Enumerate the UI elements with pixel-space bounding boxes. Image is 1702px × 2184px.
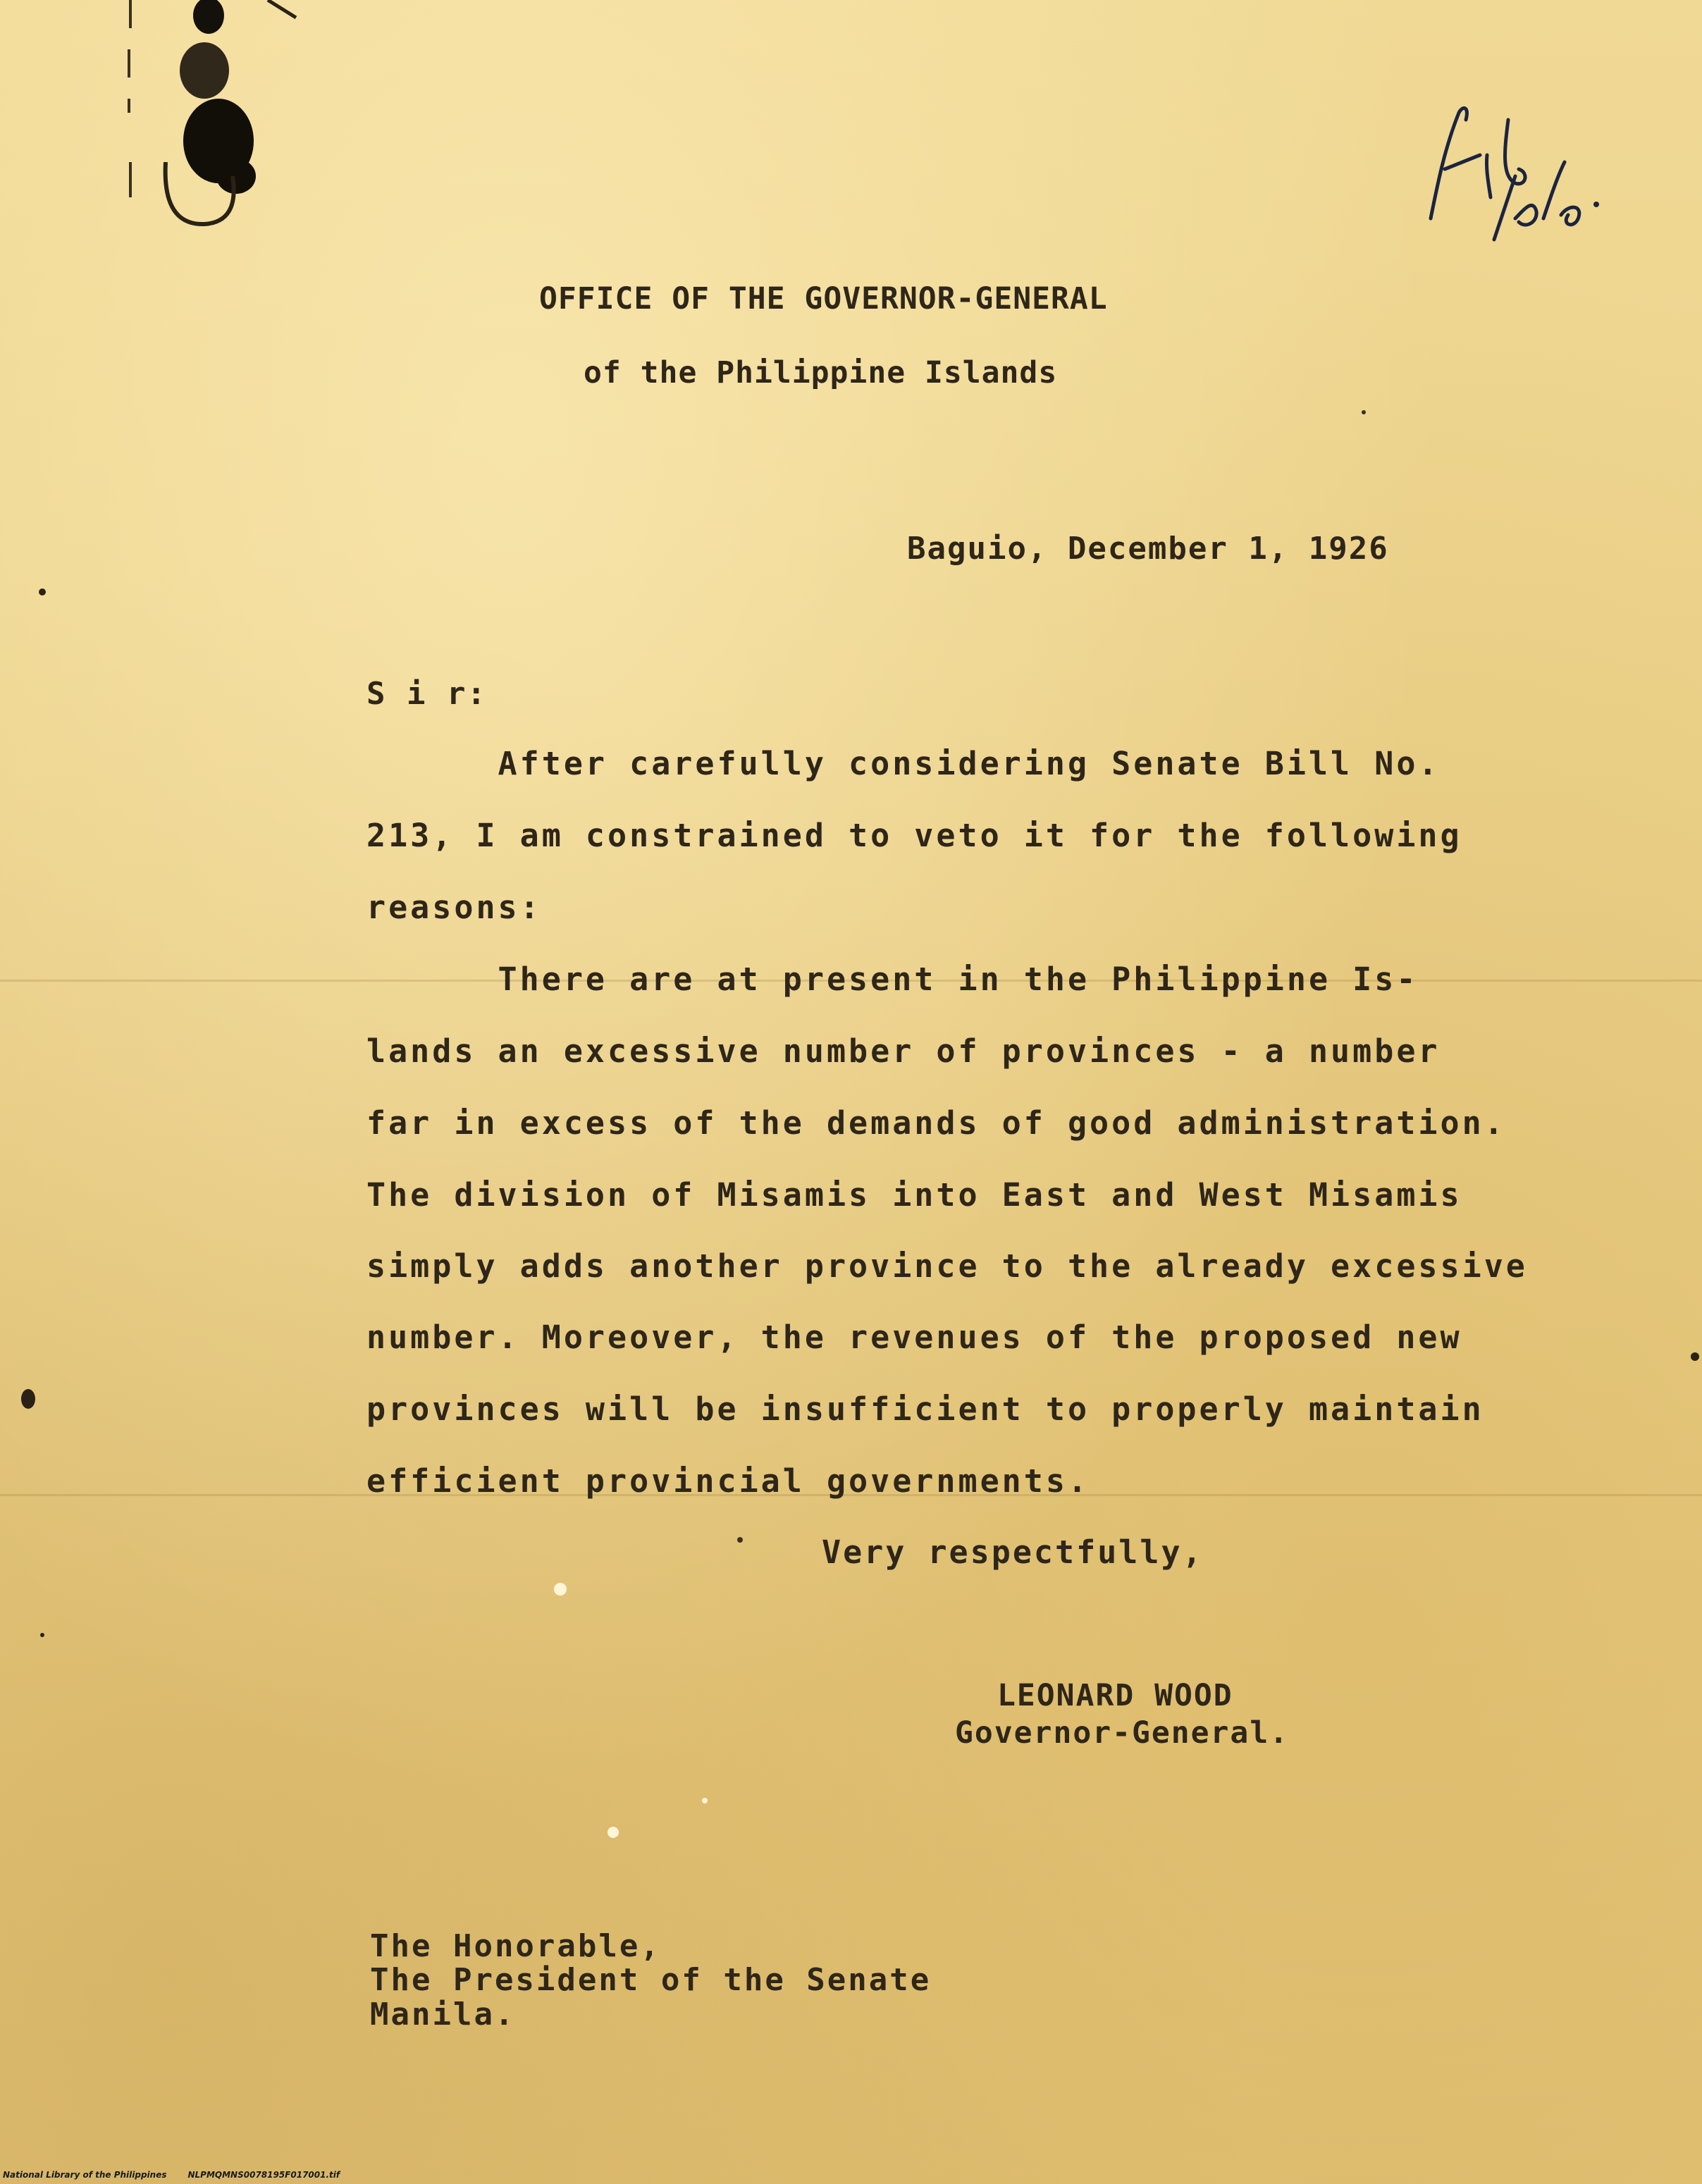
body-line: provinces will be insufficient to properly maintain [366, 1390, 1484, 1428]
body-line: reasons: [366, 889, 542, 926]
body-line: The division of Misamis into East and West Misamis [366, 1176, 1462, 1214]
signature-name: LEONARD WOOD [997, 1678, 1233, 1713]
body-line: There are at present in the Philippine Is- [366, 961, 1419, 998]
dateline: Baguio, December 1, 1926 [907, 531, 1389, 567]
body-line: simply adds another province to the already excessive [366, 1247, 1528, 1285]
signature-title: Governor-General. [955, 1715, 1290, 1751]
addressee-line: The President of the Senate [370, 1962, 932, 1998]
handwritten-file-note [1402, 92, 1614, 254]
letterhead-jurisdiction: of the Philippine Islands [584, 355, 1058, 390]
body-line: efficient provincial governments. [366, 1462, 1090, 1500]
archive-footer [3, 2170, 361, 2180]
body-line: 213, I am constrained to veto it for the following [366, 817, 1462, 854]
binder-marks [106, 0, 402, 254]
addressee-line: The Honorable, [370, 1928, 661, 1964]
body-line: far in excess of the demands of good administration. [366, 1104, 1506, 1142]
body-line: After carefully considering Senate Bill No. [366, 745, 1441, 782]
footer-file-id: NLPMQMNS0078195F017001.tif [187, 2170, 340, 2180]
closing: Very respectfully, [822, 1534, 1204, 1571]
salutation: S i r: [366, 676, 487, 712]
footer-library: National Library of the Philippines [3, 2170, 167, 2180]
addressee-line: Manila. [370, 1997, 516, 2032]
letterhead-office: OFFICE OF THE GOVERNOR-GENERAL [539, 281, 1108, 316]
body-line: lands an excessive number of provinces - a number [366, 1032, 1441, 1070]
body-line: number. Moreover, the revenues of the proposed new [366, 1319, 1462, 1356]
